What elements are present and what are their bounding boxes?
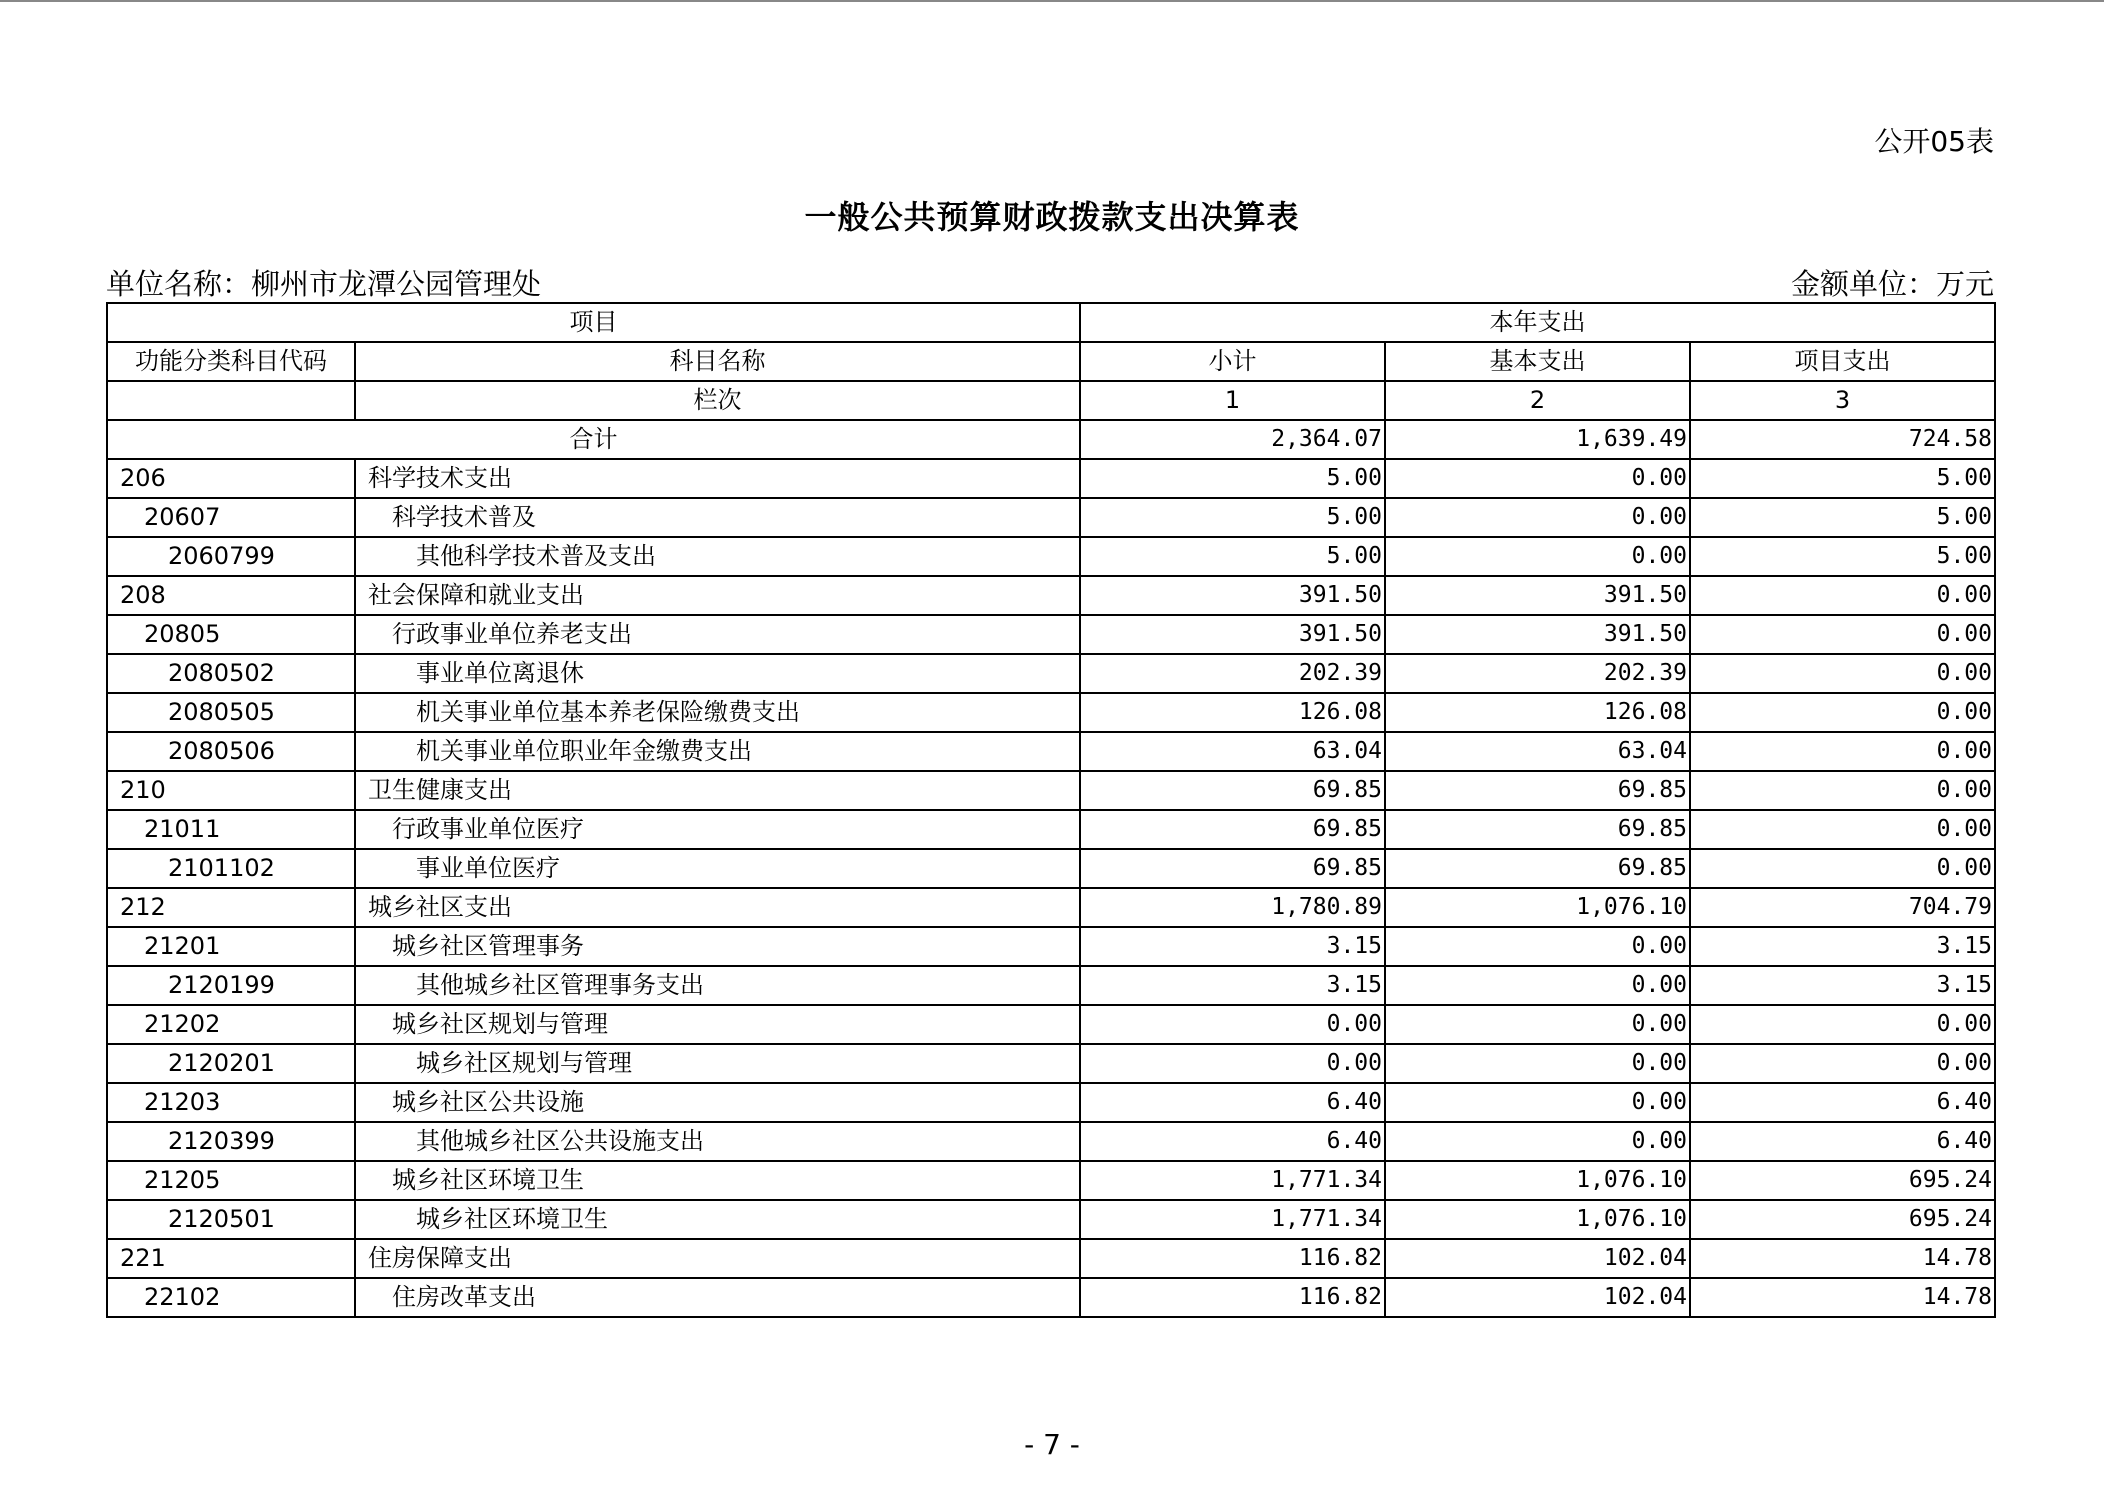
row-code: 2101102 bbox=[107, 849, 355, 888]
row-project: 0.00 bbox=[1690, 849, 1995, 888]
row-name: 其他城乡社区管理事务支出 bbox=[355, 966, 1080, 1005]
total-project: 724.58 bbox=[1690, 420, 1995, 459]
header-row-columns bbox=[107, 342, 1995, 381]
row-code: 21011 bbox=[107, 810, 355, 849]
row-code: 2060799 bbox=[107, 537, 355, 576]
row-basic: 0.00 bbox=[1385, 537, 1690, 576]
row-basic: 126.08 bbox=[1385, 693, 1690, 732]
row-subtotal: 116.82 bbox=[1080, 1278, 1385, 1317]
row-subtotal: 391.50 bbox=[1080, 576, 1385, 615]
table-row bbox=[107, 1200, 1995, 1239]
row-basic: 102.04 bbox=[1385, 1239, 1690, 1278]
table-row bbox=[107, 1278, 1995, 1317]
total-row bbox=[107, 420, 1995, 459]
header-name: 科目名称 bbox=[355, 342, 1080, 381]
row-code: 22102 bbox=[107, 1278, 355, 1317]
row-project: 0.00 bbox=[1690, 810, 1995, 849]
row-code: 20805 bbox=[107, 615, 355, 654]
row-code: 2120501 bbox=[107, 1200, 355, 1239]
row-subtotal: 5.00 bbox=[1080, 537, 1385, 576]
row-subtotal: 0.00 bbox=[1080, 1044, 1385, 1083]
row-project: 0.00 bbox=[1690, 1044, 1995, 1083]
row-basic: 0.00 bbox=[1385, 927, 1690, 966]
row-project: 0.00 bbox=[1690, 654, 1995, 693]
table-row bbox=[107, 888, 1995, 927]
table-row bbox=[107, 1083, 1995, 1122]
row-project: 0.00 bbox=[1690, 615, 1995, 654]
row-code: 21201 bbox=[107, 927, 355, 966]
row-name: 城乡社区环境卫生 bbox=[355, 1161, 1080, 1200]
row-basic: 0.00 bbox=[1385, 1083, 1690, 1122]
table-row bbox=[107, 693, 1995, 732]
row-project: 3.15 bbox=[1690, 927, 1995, 966]
row-name: 城乡社区环境卫生 bbox=[355, 1200, 1080, 1239]
total-basic: 1,639.49 bbox=[1385, 420, 1690, 459]
row-name: 城乡社区支出 bbox=[355, 888, 1080, 927]
row-project: 5.00 bbox=[1690, 459, 1995, 498]
row-project: 6.40 bbox=[1690, 1083, 1995, 1122]
row-code: 2080505 bbox=[107, 693, 355, 732]
row-project: 14.78 bbox=[1690, 1239, 1995, 1278]
row-name: 城乡社区管理事务 bbox=[355, 927, 1080, 966]
table-row bbox=[107, 1005, 1995, 1044]
row-project: 695.24 bbox=[1690, 1161, 1995, 1200]
row-code: 212 bbox=[107, 888, 355, 927]
row-name: 事业单位医疗 bbox=[355, 849, 1080, 888]
row-name: 住房保障支出 bbox=[355, 1239, 1080, 1278]
unit-info-row bbox=[106, 262, 1994, 302]
row-basic: 0.00 bbox=[1385, 498, 1690, 537]
amount-unit: 金额单位：万元 bbox=[1790, 267, 1994, 301]
row-subtotal: 116.82 bbox=[1080, 1239, 1385, 1278]
row-subtotal: 6.40 bbox=[1080, 1083, 1385, 1122]
row-project: 6.40 bbox=[1690, 1122, 1995, 1161]
row-subtotal: 126.08 bbox=[1080, 693, 1385, 732]
row-code: 2120201 bbox=[107, 1044, 355, 1083]
row-basic: 1,076.10 bbox=[1385, 888, 1690, 927]
row-basic: 0.00 bbox=[1385, 1044, 1690, 1083]
row-name: 卫生健康支出 bbox=[355, 771, 1080, 810]
table-row bbox=[107, 810, 1995, 849]
row-basic: 391.50 bbox=[1385, 615, 1690, 654]
row-subtotal: 69.85 bbox=[1080, 849, 1385, 888]
row-code: 210 bbox=[107, 771, 355, 810]
total-subtotal: 2,364.07 bbox=[1080, 420, 1385, 459]
table-row bbox=[107, 654, 1995, 693]
table-row bbox=[107, 732, 1995, 771]
row-project: 5.00 bbox=[1690, 498, 1995, 537]
table-row bbox=[107, 576, 1995, 615]
row-code: 2080502 bbox=[107, 654, 355, 693]
row-basic: 1,076.10 bbox=[1385, 1161, 1690, 1200]
row-code: 221 bbox=[107, 1239, 355, 1278]
row-project: 14.78 bbox=[1690, 1278, 1995, 1317]
table-row bbox=[107, 1044, 1995, 1083]
row-basic: 202.39 bbox=[1385, 654, 1690, 693]
sequence-label: 栏次 bbox=[355, 381, 1080, 420]
page-number: - 7 - bbox=[1024, 1428, 1080, 1461]
row-name: 城乡社区公共设施 bbox=[355, 1083, 1080, 1122]
row-basic: 0.00 bbox=[1385, 459, 1690, 498]
total-label: 合计 bbox=[107, 420, 1080, 459]
row-name: 城乡社区规划与管理 bbox=[355, 1044, 1080, 1083]
row-name: 事业单位离退休 bbox=[355, 654, 1080, 693]
table-row bbox=[107, 1239, 1995, 1278]
table-row bbox=[107, 537, 1995, 576]
row-basic: 63.04 bbox=[1385, 732, 1690, 771]
table-row bbox=[107, 1122, 1995, 1161]
row-subtotal: 391.50 bbox=[1080, 615, 1385, 654]
row-basic: 0.00 bbox=[1385, 966, 1690, 1005]
row-subtotal: 0.00 bbox=[1080, 1005, 1385, 1044]
row-project: 704.79 bbox=[1690, 888, 1995, 927]
row-basic: 69.85 bbox=[1385, 849, 1690, 888]
row-name: 机关事业单位职业年金缴费支出 bbox=[355, 732, 1080, 771]
row-code: 208 bbox=[107, 576, 355, 615]
table-code: 公开05表 bbox=[1874, 125, 1994, 158]
row-project: 695.24 bbox=[1690, 1200, 1995, 1239]
sequence-empty-cell bbox=[107, 381, 355, 420]
row-name: 行政事业单位医疗 bbox=[355, 810, 1080, 849]
row-code: 2120199 bbox=[107, 966, 355, 1005]
row-subtotal: 3.15 bbox=[1080, 927, 1385, 966]
header-item: 项目 bbox=[107, 303, 1080, 342]
row-subtotal: 69.85 bbox=[1080, 810, 1385, 849]
table-row bbox=[107, 1161, 1995, 1200]
row-name: 科学技术普及 bbox=[355, 498, 1080, 537]
row-basic: 0.00 bbox=[1385, 1122, 1690, 1161]
table-row bbox=[107, 615, 1995, 654]
row-subtotal: 1,771.34 bbox=[1080, 1161, 1385, 1200]
row-name: 城乡社区规划与管理 bbox=[355, 1005, 1080, 1044]
row-subtotal: 3.15 bbox=[1080, 966, 1385, 1005]
row-project: 3.15 bbox=[1690, 966, 1995, 1005]
sequence-row bbox=[107, 381, 1995, 420]
row-code: 21202 bbox=[107, 1005, 355, 1044]
row-subtotal: 69.85 bbox=[1080, 771, 1385, 810]
row-project: 0.00 bbox=[1690, 576, 1995, 615]
row-name: 其他城乡社区公共设施支出 bbox=[355, 1122, 1080, 1161]
header-current-year-spend: 本年支出 bbox=[1080, 303, 1995, 342]
table-row bbox=[107, 927, 1995, 966]
row-code: 21205 bbox=[107, 1161, 355, 1200]
row-code: 2080506 bbox=[107, 732, 355, 771]
row-name: 科学技术支出 bbox=[355, 459, 1080, 498]
unit-name: 单位名称：柳州市龙潭公园管理处 bbox=[106, 267, 542, 301]
row-name: 社会保障和就业支出 bbox=[355, 576, 1080, 615]
row-subtotal: 6.40 bbox=[1080, 1122, 1385, 1161]
row-basic: 391.50 bbox=[1385, 576, 1690, 615]
table-row bbox=[107, 459, 1995, 498]
row-subtotal: 63.04 bbox=[1080, 732, 1385, 771]
row-basic: 69.85 bbox=[1385, 771, 1690, 810]
row-code: 206 bbox=[107, 459, 355, 498]
row-code: 21203 bbox=[107, 1083, 355, 1122]
table-row bbox=[107, 771, 1995, 810]
row-subtotal: 1,771.34 bbox=[1080, 1200, 1385, 1239]
page-top-rule bbox=[0, 0, 2104, 2]
header-project: 项目支出 bbox=[1690, 342, 1995, 381]
row-code: 2120399 bbox=[107, 1122, 355, 1161]
sequence-3: 3 bbox=[1690, 381, 1995, 420]
document-title: 一般公共预算财政拨款支出决算表 bbox=[804, 198, 1300, 236]
row-basic: 1,076.10 bbox=[1385, 1200, 1690, 1239]
expenditure-table bbox=[106, 302, 1996, 1318]
row-name: 行政事业单位养老支出 bbox=[355, 615, 1080, 654]
table-row bbox=[107, 849, 1995, 888]
sequence-1: 1 bbox=[1080, 381, 1385, 420]
header-row-group bbox=[107, 303, 1995, 342]
row-project: 0.00 bbox=[1690, 771, 1995, 810]
row-subtotal: 202.39 bbox=[1080, 654, 1385, 693]
row-project: 0.00 bbox=[1690, 1005, 1995, 1044]
row-subtotal: 5.00 bbox=[1080, 459, 1385, 498]
header-basic: 基本支出 bbox=[1385, 342, 1690, 381]
header-subtotal: 小计 bbox=[1080, 342, 1385, 381]
table-row bbox=[107, 966, 1995, 1005]
table-row bbox=[107, 498, 1995, 537]
header-code: 功能分类科目代码 bbox=[107, 342, 355, 381]
row-code: 20607 bbox=[107, 498, 355, 537]
row-project: 5.00 bbox=[1690, 537, 1995, 576]
row-subtotal: 1,780.89 bbox=[1080, 888, 1385, 927]
row-name: 其他科学技术普及支出 bbox=[355, 537, 1080, 576]
row-basic: 0.00 bbox=[1385, 1005, 1690, 1044]
row-subtotal: 5.00 bbox=[1080, 498, 1385, 537]
row-basic: 69.85 bbox=[1385, 810, 1690, 849]
row-project: 0.00 bbox=[1690, 732, 1995, 771]
row-project: 0.00 bbox=[1690, 693, 1995, 732]
row-basic: 102.04 bbox=[1385, 1278, 1690, 1317]
row-name: 机关事业单位基本养老保险缴费支出 bbox=[355, 693, 1080, 732]
row-name: 住房改革支出 bbox=[355, 1278, 1080, 1317]
sequence-2: 2 bbox=[1385, 381, 1690, 420]
